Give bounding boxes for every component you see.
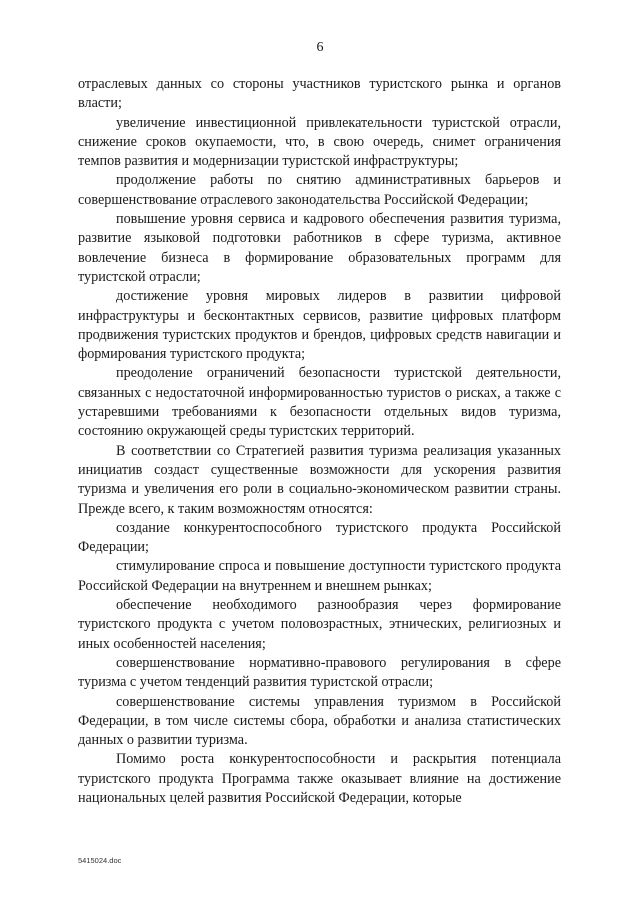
paragraph: повышение уровня сервиса и кадрового обеспечения развития туризма, развитие языковой подготовки работников в сфере туризма, активное вовлечение бизнеса в формирование образовательных программ для туристской отрасли; [78, 211, 561, 285]
paragraph: обеспечение необходимого разнообразия через формирование туристского продукта с учетом половозрастных, этнических, религиозных и иных особенностей населения; [78, 597, 561, 652]
paragraph: создание конкурентоспособного туристского продукта Российской Федерации; [78, 519, 561, 556]
paragraph: преодоление ограничений безопасности туристской деятельности, связанных с недостаточной информированностью туристов о рисках, а также с устаревшими требованиями к безопасности отдельных видов туризма, состоянию окружающей среды туристских территорий. [78, 365, 561, 440]
paragraph: совершенствование системы управления туризмом в Российской Федерации, в том числе системы сбора, обработки и анализа статистических данных о развитии туризма. [78, 693, 561, 749]
document-body [78, 75, 561, 808]
paragraph: Помимо роста конкурентоспособности и раскрытия потенциала туристского продукта Программа также оказывает влияние на достижение национальных целей развития Российской Федерации, которые [78, 751, 561, 806]
paragraph: В соответствии со Стратегией развития туризма реализация указанных инициатив создаст существенные возможности для ускорения развития туризма и увеличения его роли в социально-экономическом развитии страны. Прежде всего, к таким возможностям относятся: [78, 442, 561, 517]
page-number: 6 [316, 40, 324, 55]
paragraph: совершенствование нормативно-правового регулирования в сфере туризма с учетом тенденций развития туристской отрасли; [78, 654, 561, 691]
paragraph: достижение уровня мировых лидеров в развитии цифровой инфраструктуры и бесконтактных сервисов, развитие цифровых платформ продвижения туристских продуктов и брендов, цифровых средств навигации и формирования туристского продукта; [78, 288, 561, 363]
paragraph: отраслевых данных со стороны участников туристского рынка и органов власти; [78, 76, 561, 112]
document-filename: 5415024.doc [78, 856, 122, 865]
paragraph: стимулирование спроса и повышение доступности туристского продукта Российской Федерации на внутреннем и внешнем рынках; [78, 558, 561, 594]
paragraph: увеличение инвестиционной привлекательности туристской отрасли, снижение сроков окупаемости, что, в свою очередь, снимет ограничения темпов развития и модернизации туристской инфраструктуры; [78, 114, 561, 170]
paragraph: продолжение работы по снятию административных барьеров и совершенствование отраслевого законодательства Российской Федерации; [78, 172, 561, 208]
